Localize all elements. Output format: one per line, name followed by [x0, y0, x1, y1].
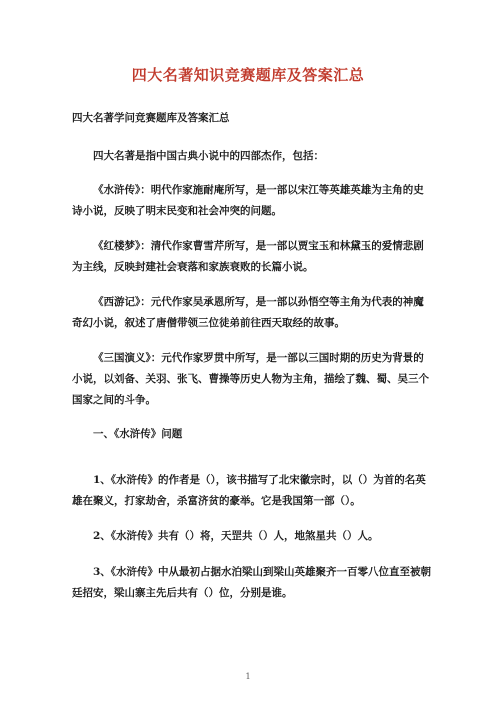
question-item: 2、《水浒传》共有（）将，天罡共（）人，地煞星共（）人。: [93, 530, 379, 542]
document-title: 四大名著知识竞赛题库及答案汇总: [131, 66, 365, 84]
intro-paragraph: 四大名著是指中国古典小说中的四部杰作，包括：: [93, 150, 324, 162]
work-paragraph-sanguo: 《三国演义》：元代作家罗贯中所写，是一部以三国时期的历史为背景的小说，以刘备、关羽、张飞、曹操等历史人物为主角，描绘了魏、蜀、吴三个国家之间的斗争。: [72, 352, 429, 406]
work-paragraph-shuihu: 《水浒传》：明代作家施耐庵所写，是一部以宋江等英雄英雄为主角的史诗小说，反映了明末民变和社会冲突的问题。: [72, 184, 424, 217]
question-item: 3、《水浒传》中从最初占据水泊梁山到梁山英雄聚齐一百零八位直至被朝廷招安，梁山寨主先后共有（）位，分别是谁。: [72, 566, 432, 599]
question-item: 1、《水浒传》的作者是（），该书描写了北宋徽宗时，以（）为首的名英雄在聚义，打家劫舍，杀富济贫的豪举。它是我国第一部（）。: [72, 474, 426, 507]
work-paragraph-honglou: 《红楼梦》：清代作家曹雪芹所写，是一部以贾宝玉和林黛玉的爱情悲剧为主线，反映封建社会衰落和家族衰败的长篇小说。: [72, 240, 424, 273]
document-subtitle: 四大名著学问竞赛题库及答案汇总: [72, 112, 230, 124]
section-heading: 一、《水浒传》问题: [93, 428, 183, 440]
work-paragraph-xiyou: 《西游记》：元代作家吴承恩所写，是一部以孙悟空等主角为代表的神魔奇幻小说，叙述了唐僧带领三位徒弟前往西天取经的故事。: [72, 296, 424, 329]
page-number: 1: [245, 672, 251, 681]
